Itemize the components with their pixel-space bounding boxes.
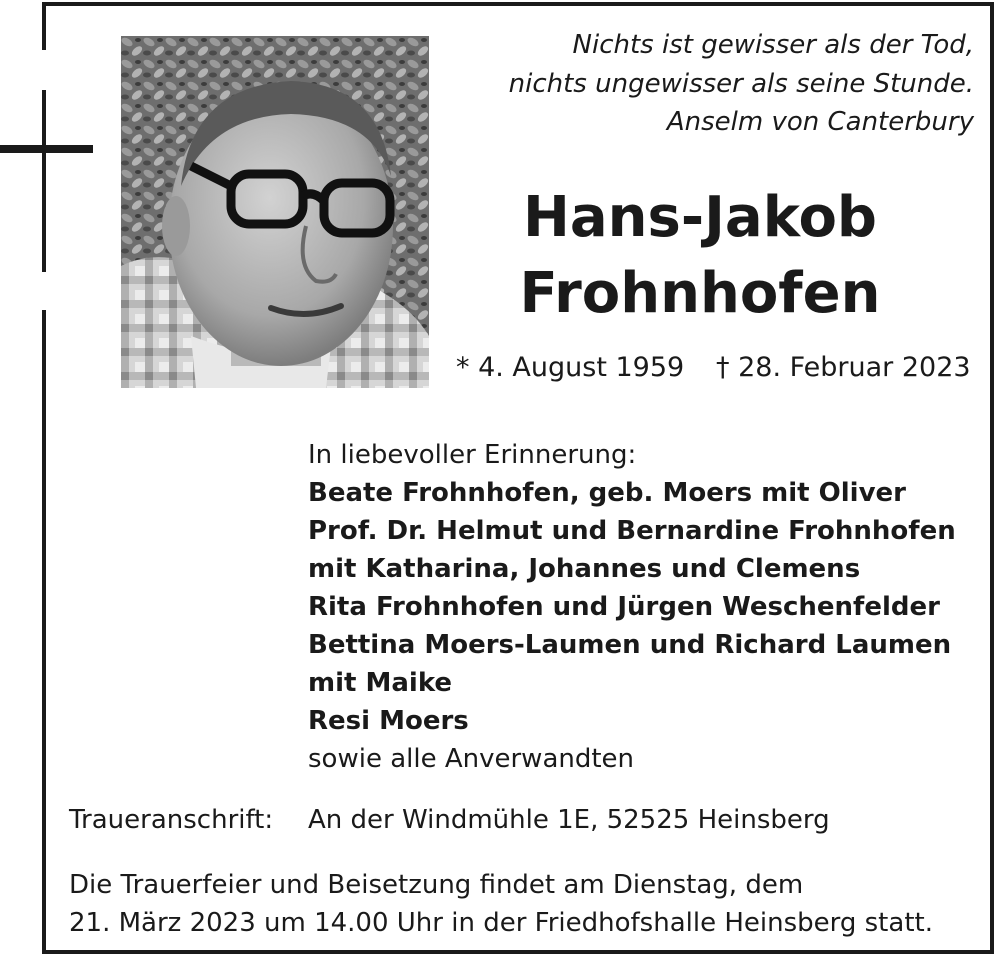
- last-name: Frohnhofen: [519, 261, 881, 326]
- address-label: Traueranschrift:: [69, 805, 274, 835]
- ceremony-line: Die Trauerfeier und Beisetzung findet am Dienstag, dem: [69, 870, 804, 900]
- cross-icon: [0, 145, 93, 153]
- address-value: An der Windmühle 1E, 52525 Heinsberg: [308, 805, 830, 835]
- mourners-closing: sowie alle Anverwandten: [308, 744, 635, 774]
- mourner-name: mit Katharina, Johannes und Clemens: [308, 554, 861, 584]
- quote-author: Anselm von Canterbury: [666, 107, 974, 137]
- deceased-name: [470, 180, 930, 332]
- mourners-intro: In liebevoller Erinnerung:: [308, 440, 637, 470]
- frame-gap: [38, 50, 52, 90]
- mourner-name: mit Maike: [308, 668, 453, 698]
- ceremony-line: 21. März 2023 um 14.00 Uhr in der Friedhofshalle Heinsberg statt.: [69, 908, 933, 938]
- quote-line: nichts ungewisser als seine Stunde.: [508, 68, 974, 99]
- mourners-list: [308, 436, 956, 778]
- frame-gap: [38, 272, 52, 310]
- quote-line: Nichts ist gewisser als der Tod,: [572, 30, 974, 60]
- ceremony-notice: [69, 866, 933, 942]
- mourner-name: Rita Frohnhofen und Jürgen Weschenfelder: [308, 592, 940, 622]
- portrait-photo: [121, 36, 429, 388]
- first-name: Hans-Jakob: [522, 185, 878, 250]
- mourner-name: Beate Frohnhofen, geb. Moers mit Oliver: [308, 478, 906, 508]
- mourner-name: Prof. Dr. Helmut und Bernardine Frohnhofen: [308, 516, 956, 546]
- birth-date: * 4. August 1959: [456, 352, 685, 383]
- memorial-quote: [454, 26, 974, 142]
- mourner-name: Resi Moers: [308, 706, 469, 736]
- death-date: † 28. Februar 2023: [716, 352, 971, 383]
- mourner-name: Bettina Moers-Laumen und Richard Laumen: [308, 630, 952, 660]
